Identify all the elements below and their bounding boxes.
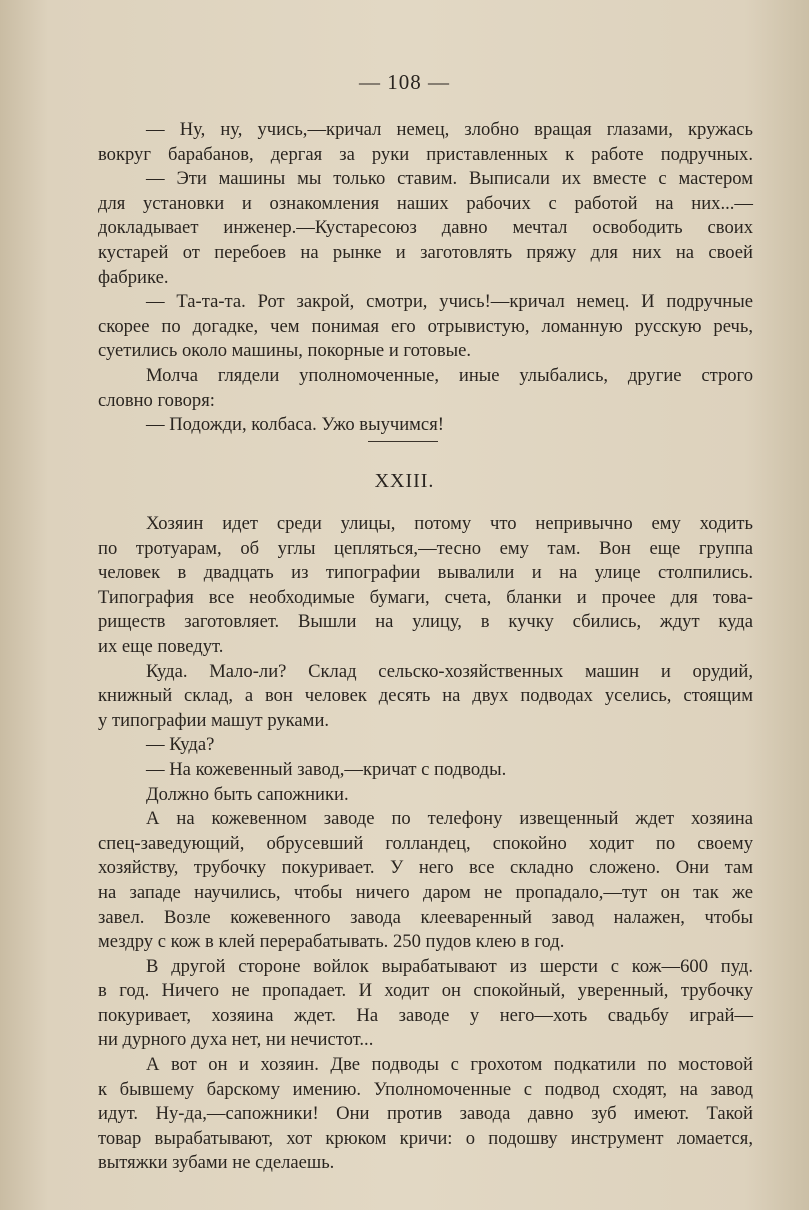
text-line: А на кожевенном заводе по телефону извещенный ждет хозяина	[146, 808, 753, 830]
text-line: фабрике.	[98, 266, 169, 288]
text-line: словно говоря:	[98, 389, 215, 411]
text-line: докладывает инженер.—Кустаресоюз давно мечтал освободить своих	[98, 217, 753, 239]
text-line: Должно быть сапожники.	[146, 783, 349, 805]
section-divider	[368, 441, 438, 442]
text-line: — На кожевенный завод,—кричат с подводы.	[146, 758, 507, 780]
text-line: ни дурного духа нет, ни нечистот...	[98, 1029, 374, 1051]
text-line: кустарей от перебоев на рынке и заготовлять пряжу для них на своей	[98, 241, 753, 263]
section-1-text	[98, 118, 753, 438]
text-line: хозяйству, трубочку покуривает. У него все складно сложено. Они там	[98, 857, 753, 879]
text-line: их еще поведут.	[98, 635, 224, 657]
text-line: Молча глядели уполномоченные, иные улыбались, другие строго	[146, 364, 753, 386]
text-line: — Та-та-та. Рот закрой, смотри, учись!—кричал немец. И подручные	[146, 291, 753, 313]
text-line: у типографии машут руками.	[98, 709, 330, 731]
text-line: — Куда?	[146, 734, 215, 756]
text-line: человек в двадцать из типографии вывалили и на улице столпились.	[98, 562, 753, 584]
text-line: товар вырабатывают, хот крюком кричи: о подошву инструмент ломается,	[98, 1127, 753, 1149]
text-line: суетились около машины, покорные и готовые.	[98, 340, 471, 362]
text-line: спец-заведующий, обрусевший голландец, спокойно ходит по своему	[98, 832, 753, 854]
text-line: завел. Возле кожевенного завода клееваренный завод налажен, чтобы	[98, 906, 753, 928]
text-line: на западе научились, чтобы ничего даром не пропадало,—тут он так же	[98, 881, 753, 903]
text-line: Хозяин идет среди улицы, потому что непривычно ему ходить	[146, 513, 753, 534]
text-line: Куда. Мало-ли? Склад сельско-хозяйственных машин и орудий,	[146, 660, 753, 682]
section-2-text	[98, 512, 753, 1176]
text-line: А вот он и хозяин. Две подводы с грохотом подкатили по мостовой	[146, 1054, 753, 1076]
text-line: книжный склад, а вон человек десять на двух подводах уселись, стоящим	[98, 685, 753, 707]
text-line: по тротуарам, об углы цепляться,—тесно ему там. Вон еще группа	[98, 537, 753, 559]
text-line: для установки и ознакомления наших рабочих с работой на них...—	[98, 192, 753, 214]
text-line: — Подожди, колбаса. Ужо выучимся!	[146, 414, 444, 436]
text-line: — Ну, ну, учись,—кричал немец, злобно вращая глазами, кружась	[146, 119, 753, 140]
page-number: — 108 —	[359, 70, 450, 94]
text-line: в год. Ничего не пропадает. И ходит он спокойный, уверенный, трубочку	[98, 980, 753, 1002]
text-line: вытяжки зубами не сделаешь.	[98, 1152, 335, 1174]
text-line: вокруг барабанов, дергая за руки приставленных к работе подручных.	[98, 143, 753, 165]
text-line: мездру с кож в клей перерабатывать. 250 пудов клею в год.	[98, 931, 565, 953]
text-line: — Эти машины мы только ставим. Выписали их вместе с мастером	[146, 168, 753, 190]
text-line: покуривает, хозяина ждет. На заводе у него—хоть свадьбу играй—	[98, 1004, 753, 1026]
text-line: к бывшему барскому имению. Уполномоченные с подвод сходят, на завод	[98, 1078, 753, 1100]
chapter-title: XXIII.	[374, 470, 435, 492]
text-line: Типография все необходимые бумаги, счета, бланки и прочее для това-	[98, 586, 753, 608]
text-line: идут. Ну-да,—сапожники! Они против завода давно зуб имеют. Такой	[98, 1103, 753, 1125]
text-line: риществ заготовляет. Вышли на улицу, в кучку сбились, ждут куда	[98, 611, 753, 633]
text-line: скорее по догадке, чем понимая его отрывистую, ломанную русскую речь,	[98, 315, 753, 337]
text-line: В другой стороне войлок вырабатывают из шерсти с кож—600 пуд.	[146, 955, 753, 977]
